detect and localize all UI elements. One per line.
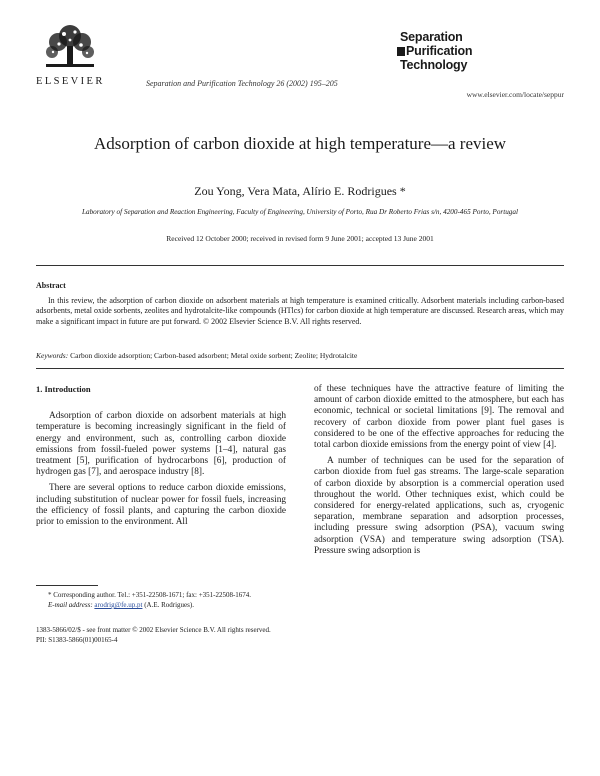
journal-citation: Separation and Purification Technology 26 (2002) 195–205: [146, 79, 338, 88]
publisher-wordmark: ELSEVIER: [36, 76, 105, 87]
divider-bottom: [36, 368, 564, 369]
abstract-heading: Abstract: [36, 281, 66, 290]
paragraph: of these techniques have the attractive feature of limiting the amount of carbon dioxide emitted to the atmosphere, but each has economic, technical or societal limitations [9]. The removal and recovery of carbon dioxide from power plant fuel gases is considered to be one of the effective approaches for reducing the total carbon dioxide emissions from the energy point of view [4].: [314, 384, 564, 451]
section-heading: 1. Introduction: [36, 384, 91, 394]
keywords-label: Keywords:: [36, 351, 69, 360]
article-authors: Zou Yong, Vera Mata, Alírio E. Rodrigues *: [194, 184, 406, 198]
copyright-notice: [36, 625, 271, 645]
email-line: [36, 600, 286, 610]
footnote-divider: [36, 585, 98, 586]
pii-line: PII: S1383-5866(01)00165-4: [36, 636, 118, 644]
journal-logo-line-2: Purification: [397, 44, 490, 58]
received-dates: Received 12 October 2000; received in revised form 9 June 2001; accepted 13 June 2001: [166, 234, 434, 243]
footnote: [36, 590, 286, 610]
logo-square-icon: [397, 47, 405, 56]
paragraph: There are several options to reduce carbon dioxide emissions, including substitution of nuclear power for fossil fuels, increasing the efficiency of fossil plants, and capturing the carbon dioxide prior to emission to the environment. All: [36, 483, 286, 528]
email-label: E-mail address:: [48, 601, 93, 609]
elsevier-tree-icon: [40, 22, 100, 70]
journal-url-link[interactable]: www.elsevier.com/locate/seppur: [466, 90, 564, 99]
journal-logo: [400, 30, 490, 72]
journal-logo-line-3: Technology: [400, 58, 468, 72]
paragraph: Adsorption of carbon dioxide on adsorbent materials at high temperature is becoming increasingly significant in the field of energy and environment, such as, controlling carbon dioxide emissions from fossil-fueled power systems [1–4], natural gas treatment [5], purification of hydrocarbons [6], production of hydrogen gas [7], and aerospace industry [8].: [36, 411, 286, 478]
keywords-list: Carbon dioxide adsorption; Carbon-based adsorbent; Metal oxide sorbent; Zeolite; Hydrotalcite: [70, 351, 358, 360]
left-column: [36, 384, 286, 533]
corresponding-author: * Corresponding author. Tel.: +351-22508-1671; fax: +351-22508-1674.: [48, 591, 252, 599]
email-suffix: (A.E. Rodrigues).: [144, 601, 194, 609]
abstract-text: In this review, the adsorption of carbon dioxide on adsorbent materials at high temperature is examined critically. Adsorbent materials including carbon-based adsorbents, metal oxide sorbents, zeolites and hydrotalcite-like compounds (HTlcs) for carbon dioxide at high temperature are discussed. Research areas, which may make a significant impact in future are put forward. © 2002 Elsevier Science B.V. All rights reserved.: [36, 296, 564, 326]
article-title: Adsorption of carbon dioxide at high temperature—a review: [93, 134, 507, 153]
paragraph: A number of techniques can be used for the separation of carbon dioxide from fuel gas streams. The large-scale separation of carbon dioxide by absorption is a commercial operation used throughout the world. Other techniques exist, which could be considered for energy-related applications, such as, cryogenic separation, membrane separation and adsorption processes, including pressure swing adsorption (PSA), vacuum swing adsorption (VSA) and temperature swing adsorption (TSA). Pressure swing adsorption is: [314, 456, 564, 556]
email-link[interactable]: arodrig@fe.up.pt: [94, 601, 143, 609]
right-column: [314, 384, 564, 562]
elsevier-logo: [36, 22, 105, 87]
keywords: [36, 351, 564, 360]
journal-logo-line-1: Separation: [400, 30, 463, 44]
author-affiliation: Laboratory of Separation and Reaction Engineering, Faculty of Engineering, University of Porto, Rua Dr Roberto Frias s/n, 4200-465 Porto, Portugal: [81, 208, 518, 216]
copyright-line: 1383-5866/02/$ - see front matter © 2002 Elsevier Science B.V. All rights reserved.: [36, 626, 271, 634]
divider-top: [36, 265, 564, 266]
